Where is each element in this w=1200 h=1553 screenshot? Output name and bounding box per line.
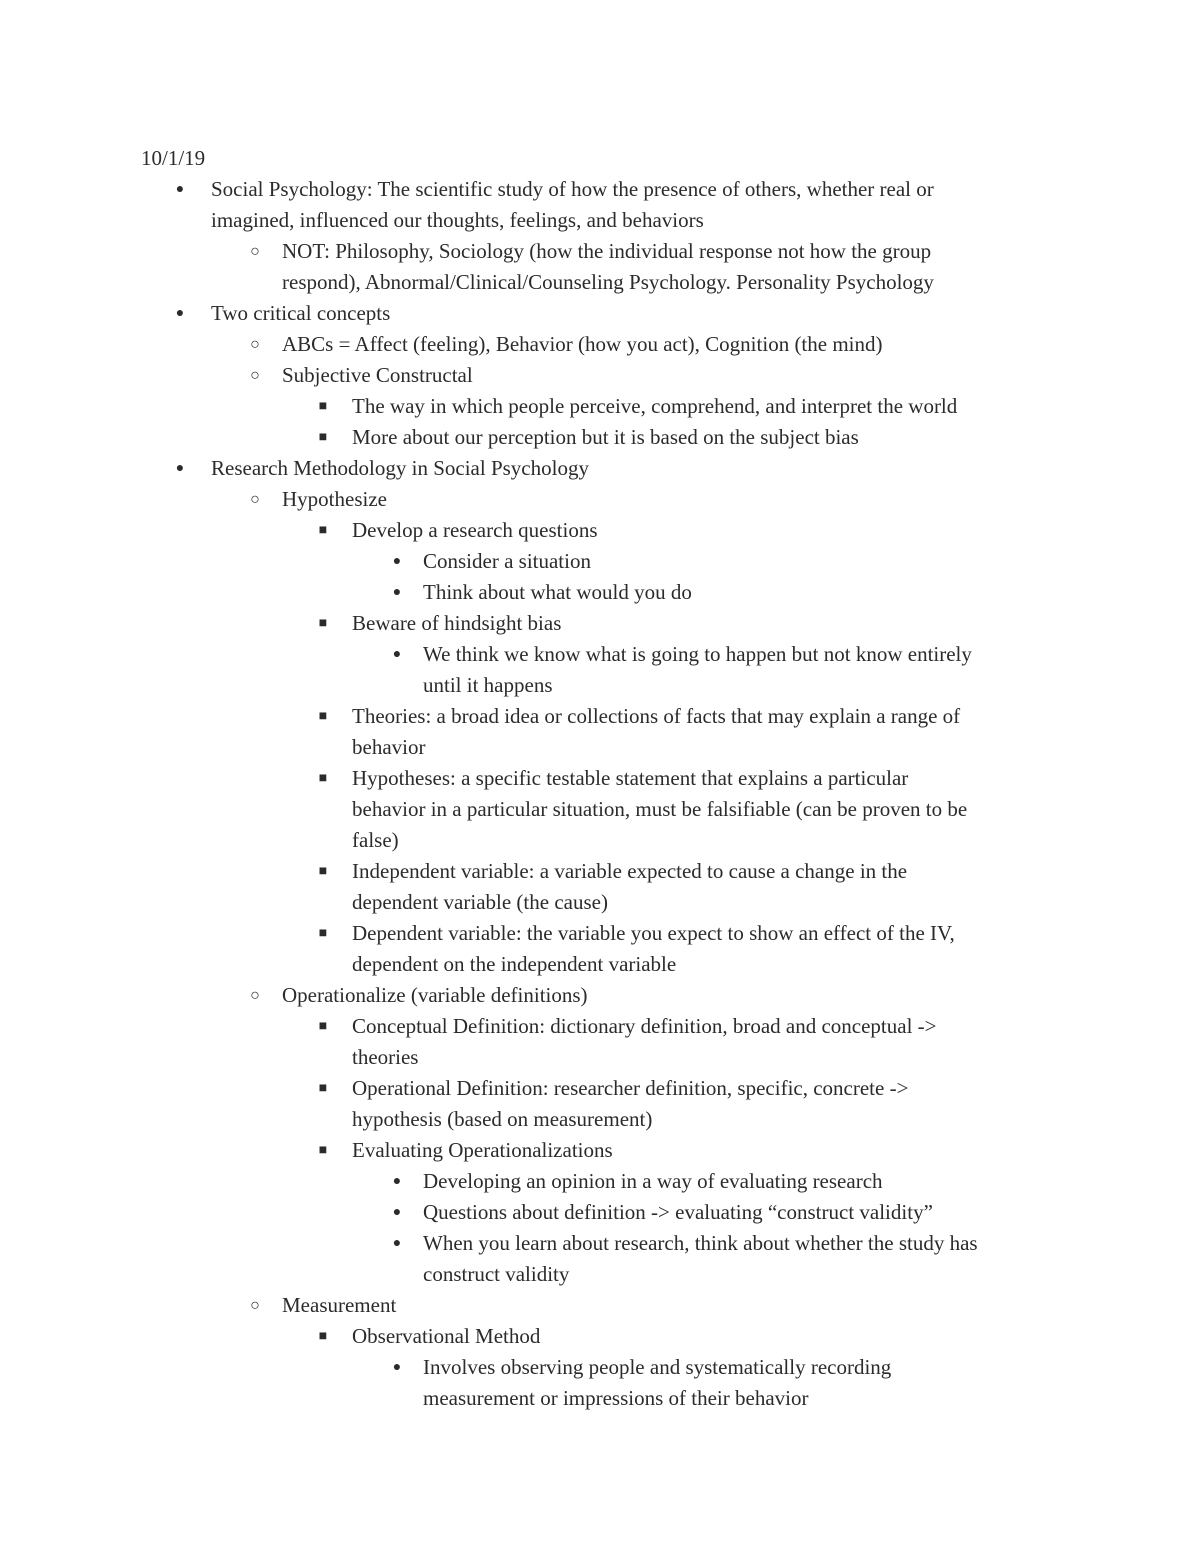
square-marker: ■: [318, 1081, 328, 1096]
square-marker: ■: [318, 709, 328, 724]
item-text: Evaluating Operationalizations: [352, 1138, 613, 1162]
list-item: [0, 422, 1200, 453]
item-text-continuation: dependent variable (the cause): [352, 890, 608, 914]
square-marker: ■: [318, 1143, 328, 1158]
list-item: [0, 515, 1200, 546]
list-item: [0, 1011, 1200, 1073]
square-marker: ■: [318, 771, 328, 786]
list-item: [0, 298, 1200, 329]
list-item: [0, 174, 1200, 236]
item-text: Independent variable: a variable expected to cause a change in the: [352, 859, 908, 883]
circle-marker: ○: [250, 243, 260, 260]
square-marker: ■: [318, 1019, 328, 1034]
item-text-continuation: false): [352, 828, 399, 852]
square-marker: ■: [318, 864, 328, 879]
item-text: Develop a research questions: [352, 518, 598, 542]
list-item: [0, 763, 1200, 856]
circle-marker: ○: [250, 491, 260, 508]
item-text-continuation: behavior: [352, 735, 426, 759]
notes-list: [0, 174, 1200, 1414]
item-text: ABCs = Affect (feeling), Behavior (how you act), Cognition (the mind): [282, 332, 883, 356]
note-date: 10/1/19: [141, 146, 206, 170]
item-text: Operationalize (variable definitions): [282, 983, 588, 1007]
item-text: Hypotheses: a specific testable statement that explains a particular: [352, 766, 909, 790]
list-item: [0, 701, 1200, 763]
item-text: Developing an opinion in a way of evaluating research: [423, 1169, 883, 1193]
square-marker: ■: [318, 430, 328, 445]
item-text: Measurement: [282, 1293, 397, 1317]
item-text: Questions about definition -> evaluating “construct validity”: [423, 1200, 933, 1224]
item-text: Operational Definition: researcher definition, specific, concrete ->: [352, 1076, 909, 1100]
item-text: Dependent variable: the variable you expect to show an effect of the IV,: [352, 921, 955, 945]
square-marker: ■: [318, 926, 328, 941]
list-item: [0, 1135, 1200, 1166]
square-marker: ■: [318, 616, 328, 631]
list-item: [0, 1197, 1200, 1228]
bullet-marker: ●: [175, 182, 185, 197]
item-text: Social Psychology: The scientific study of how the presence of others, whether real or: [211, 177, 934, 201]
list-item: [0, 236, 1200, 298]
bullet-marker: ●: [392, 1236, 402, 1251]
list-item: [0, 918, 1200, 980]
item-text-continuation: hypothesis (based on measurement): [352, 1107, 653, 1131]
list-item: [0, 856, 1200, 918]
item-text-continuation: until it happens: [423, 673, 553, 697]
bullet-marker: ●: [392, 1174, 402, 1189]
square-marker: ■: [318, 523, 328, 538]
item-text: Theories: a broad idea or collections of facts that may explain a range of: [352, 704, 961, 728]
circle-marker: ○: [250, 367, 260, 384]
item-text: Think about what would you do: [423, 580, 692, 604]
bullet-marker: ●: [392, 1360, 402, 1375]
list-item: [0, 546, 1200, 577]
item-text-continuation: imagined, influenced our thoughts, feelings, and behaviors: [211, 208, 704, 232]
list-item: [0, 1228, 1200, 1290]
list-item: [0, 608, 1200, 639]
list-item: [0, 980, 1200, 1011]
circle-marker: ○: [250, 987, 260, 1004]
bullet-marker: ●: [392, 647, 402, 662]
bullet-marker: ●: [392, 1205, 402, 1220]
item-text: NOT: Philosophy, Sociology (how the individual response not how the group: [282, 239, 932, 263]
list-item: [0, 577, 1200, 608]
square-marker: ■: [318, 399, 328, 414]
list-item: [0, 1352, 1200, 1414]
item-text: Subjective Constructal: [282, 363, 473, 387]
item-text: The way in which people perceive, comprehend, and interpret the world: [352, 394, 958, 418]
item-text: We think we know what is going to happen but not know entirely: [423, 642, 972, 666]
item-text: Beware of hindsight bias: [352, 611, 562, 635]
item-text: Observational Method: [352, 1324, 541, 1348]
square-marker: ■: [318, 1329, 328, 1344]
list-item: [0, 639, 1200, 701]
item-text-continuation: construct validity: [423, 1262, 570, 1286]
circle-marker: ○: [250, 336, 260, 353]
item-text: Conceptual Definition: dictionary definition, broad and conceptual ->: [352, 1014, 937, 1038]
item-text-continuation: respond), Abnormal/Clinical/Counseling Psychology. Personality Psychology: [282, 270, 934, 294]
bullet-marker: ●: [392, 554, 402, 569]
bullet-marker: ●: [175, 306, 185, 321]
item-text: When you learn about research, think about whether the study has: [423, 1231, 978, 1255]
item-text: Consider a situation: [423, 549, 591, 573]
item-text-continuation: behavior in a particular situation, must be falsifiable (can be proven to be: [352, 797, 968, 821]
list-item: [0, 484, 1200, 515]
list-item: [0, 329, 1200, 360]
bullet-marker: ●: [175, 461, 185, 476]
list-item: [0, 1321, 1200, 1352]
item-text: Two critical concepts: [211, 301, 391, 325]
circle-marker: ○: [250, 1297, 260, 1314]
list-item: [0, 360, 1200, 391]
list-item: [0, 1290, 1200, 1321]
item-text-continuation: dependent on the independent variable: [352, 952, 677, 976]
bullet-marker: ●: [392, 585, 402, 600]
item-text-continuation: measurement or impressions of their behavior: [423, 1386, 809, 1410]
list-item: [0, 1073, 1200, 1135]
item-text: More about our perception but it is based on the subject bias: [352, 425, 859, 449]
item-text-continuation: theories: [352, 1045, 419, 1069]
list-item: [0, 391, 1200, 422]
item-text: Involves observing people and systematically recording: [423, 1355, 892, 1379]
list-item: [0, 1166, 1200, 1197]
item-text: Hypothesize: [282, 487, 387, 511]
list-item: [0, 453, 1200, 484]
item-text: Research Methodology in Social Psychology: [211, 456, 589, 480]
